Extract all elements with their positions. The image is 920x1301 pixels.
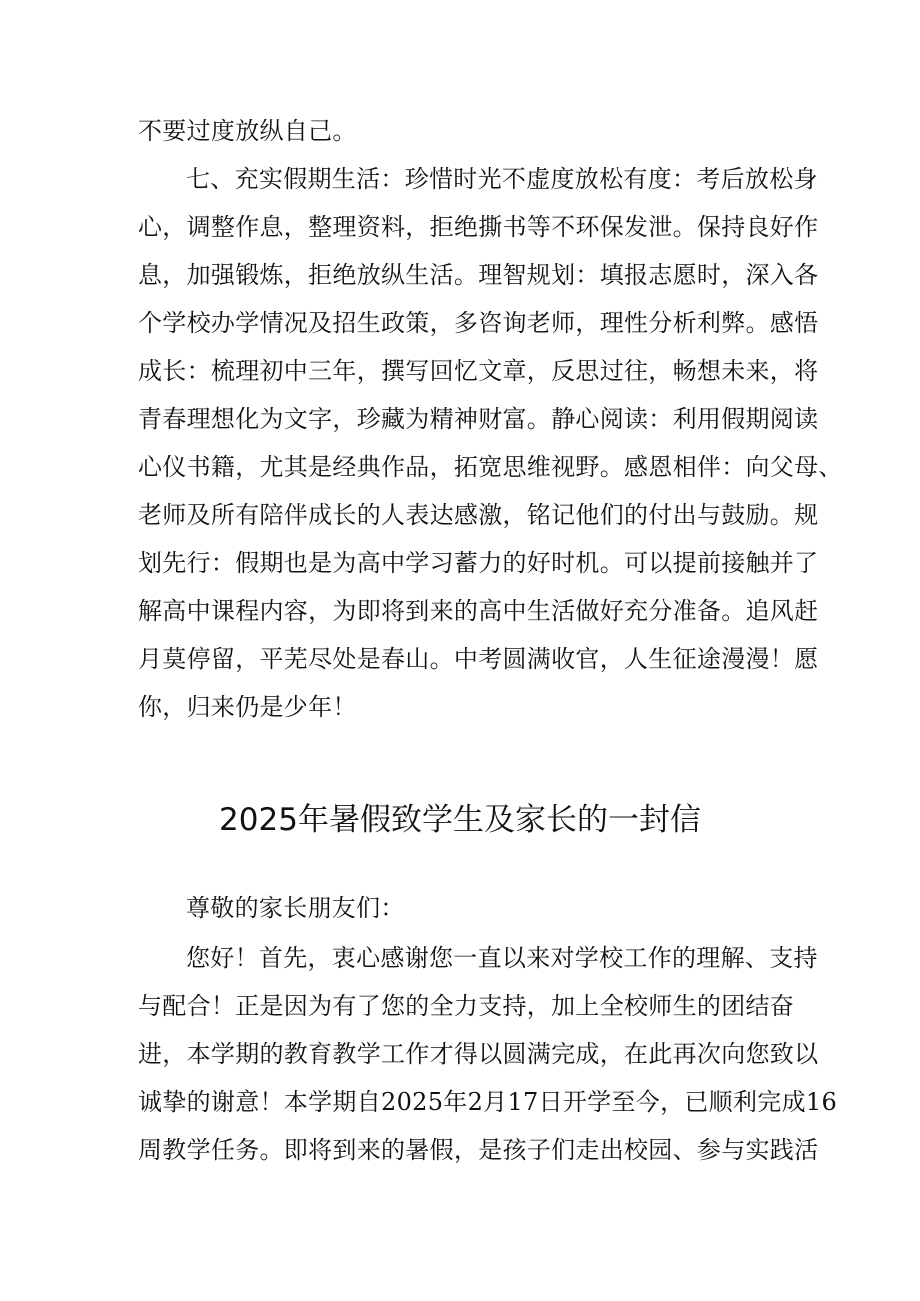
- paragraph-line: 与配合！正是因为有了您的全力支持，加上全校师生的团结奋: [138, 992, 795, 1020]
- paragraph-line: 你，归来仍是少年！: [138, 693, 357, 721]
- paragraph-line: 月莫停留，平芜尽处是春山。中考圆满收官，人生征途漫漫！愿: [138, 645, 819, 673]
- paragraph-line: 划先行：假期也是为高中学习蓄力的好时机。可以提前接触并了: [138, 549, 819, 577]
- letter-title: 2025年暑假致学生及家长的一封信: [219, 802, 701, 838]
- paragraph-line: 心仪书籍，尤其是经典作品，拓宽思维视野。感恩相伴：向父母、: [138, 453, 843, 481]
- paragraph-line: 不要过度放纵自己。: [138, 117, 357, 145]
- paragraph-line: 周教学任务。即将到来的暑假，是孩子们走出校园、参与实践活: [138, 1136, 819, 1164]
- paragraph-line: 成长：梳理初中三年，撰写回忆文章，反思过往，畅想未来，将: [138, 357, 819, 385]
- letter-salutation: 尊敬的家长朋友们：: [186, 894, 405, 922]
- paragraph-line: 青春理想化为文字，珍藏为精神财富。静心阅读：利用假期阅读: [138, 405, 819, 433]
- paragraph-line: 七、充实假期生活：珍惜时光不虚度放松有度：考后放松身: [186, 165, 818, 193]
- paragraph-line: 息，加强锻炼，拒绝放纵生活。理智规划：填报志愿时，深入各: [138, 261, 819, 289]
- paragraph-line: 诚挚的谢意！本学期自2025年2月17日开学至今，已顺利完成16: [138, 1088, 838, 1116]
- paragraph-line: 进，本学期的教育教学工作才得以圆满完成，在此再次向您致以: [138, 1040, 819, 1068]
- paragraph-line: 您好！首先，衷心感谢您一直以来对学校工作的理解、支持: [186, 944, 818, 972]
- paragraph-line: 老师及所有陪伴成长的人表达感激，铭记他们的付出与鼓励。规: [138, 501, 819, 529]
- paragraph-line: 个学校办学情况及招生政策，多咨询老师，理性分析利弊。感悟: [138, 309, 819, 337]
- paragraph-line: 心，调整作息，整理资料，拒绝撕书等不环保发泄。保持良好作: [138, 213, 819, 241]
- paragraph-line: 解高中课程内容，为即将到来的高中生活做好充分准备。追风赶: [138, 597, 819, 625]
